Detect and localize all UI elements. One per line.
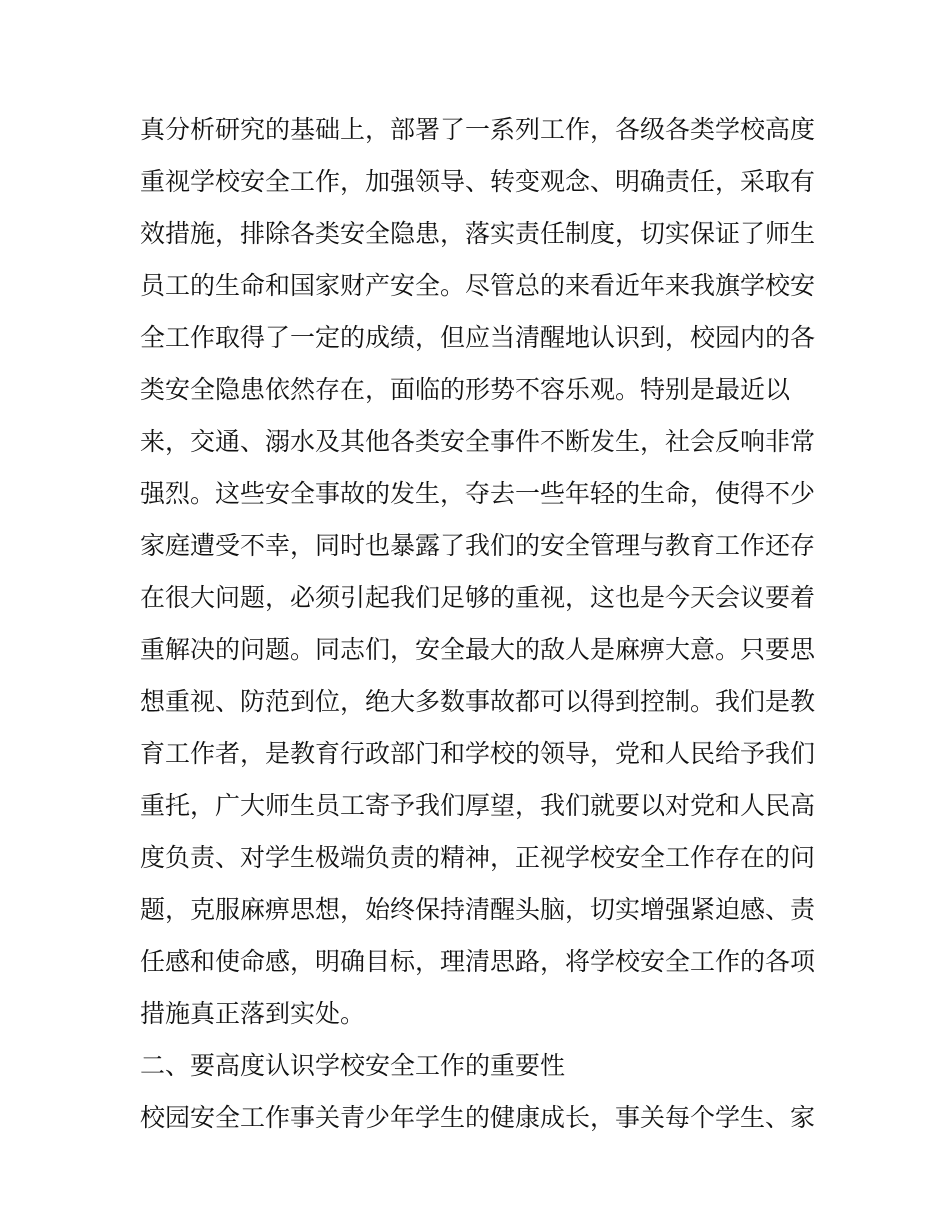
text-line: 全工作取得了一定的成绩，但应当清醒地认识到，校园内的各 <box>140 323 816 352</box>
text-line: 度负责、对学生极端负责的精神，正视学校安全工作存在的问 <box>140 843 816 872</box>
text-line: 重视学校安全工作，加强领导、转变观念、明确责任，采取有 <box>140 167 816 196</box>
text-line: 任感和使命感，明确目标，理清思路，将学校安全工作的各项 <box>140 947 816 976</box>
text-line: 强烈。这些安全事故的发生，夺去一些年轻的生命，使得不少 <box>140 479 816 508</box>
text-line: 校园安全工作事关青少年学生的健康成长，事关每个学生、家 <box>140 1103 816 1132</box>
text-line: 效措施，排除各类安全隐患，落实责任制度，切实保证了师生 <box>140 219 816 248</box>
text-line: 重解决的问题。同志们，安全最大的敌人是麻痹大意。只要思 <box>140 635 816 664</box>
text-line: 重托，广大师生员工寄予我们厚望，我们就要以对党和人民高 <box>140 791 816 820</box>
text-line: 在很大问题，必须引起我们足够的重视，这也是今天会议要着 <box>140 583 816 612</box>
text-line: 员工的生命和国家财产安全。尽管总的来看近年来我旗学校安 <box>140 271 816 300</box>
text-line: 题，克服麻痹思想，始终保持清醒头脑，切实增强紧迫感、责 <box>140 895 816 924</box>
text-line: 真分析研究的基础上，部署了一系列工作，各级各类学校高度 <box>140 115 816 144</box>
document-body <box>140 104 830 1144</box>
section-heading: 二、要高度认识学校安全工作的重要性 <box>140 1051 566 1080</box>
text-line: 育工作者，是教育行政部门和学校的领导，党和人民给予我们 <box>140 739 816 768</box>
text-line: 类安全隐患依然存在，面临的形势不容乐观。特别是最近以 <box>140 375 791 404</box>
text-line: 措施真正落到实处。 <box>140 999 366 1028</box>
text-line: 家庭遭受不幸，同时也暴露了我们的安全管理与教育工作还存 <box>140 531 816 560</box>
text-line: 想重视、防范到位，绝大多数事故都可以得到控制。我们是教 <box>140 687 816 716</box>
text-line: 来，交通、溺水及其他各类安全事件不断发生，社会反响非常 <box>140 427 816 456</box>
